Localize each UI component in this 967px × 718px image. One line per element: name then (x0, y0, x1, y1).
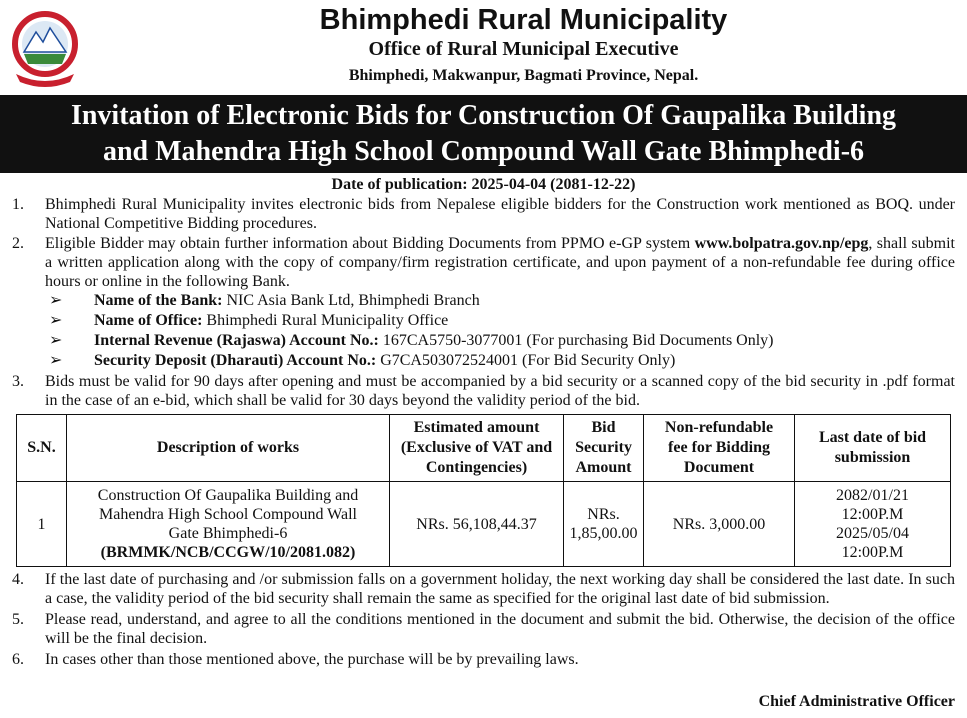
notice-points-bottom (12, 570, 955, 669)
table-row (17, 482, 951, 567)
cell-fee: NRs. 3,000.00 (644, 482, 795, 567)
cell-last-date: 2082/01/21 12:00P.M 2025/05/04 12:00P.M (795, 482, 951, 567)
table-header-row (17, 415, 951, 482)
point-2: 2. Eligible Bidder may obtain further information about Bidding Documents from PPMO e-GP system www.bolpatra.gov.np/epg, shall submit a written application along with the copy of company/firm registration certificate, and upon payment of a non-refundable fee during office hours or online in the following Bank. (12, 235, 955, 290)
office-address: Bhimphedi, Makwanpur, Bagmati Province, Nepal. (348, 67, 699, 84)
bid-details-table (16, 414, 951, 567)
cell-sn: 1 (17, 482, 67, 567)
col-fee: Non-refundable fee for Bidding Document (644, 415, 795, 482)
point-5: 5. Please read, understand, and agree to all the conditions mentioned in the document and submit the bid. Otherwise, the decision of the office will be the final decision. (12, 611, 955, 647)
cell-description: Construction Of Gaupalika Building and Mahendra High School Compound Wall Gate Bhimphedi-6 (BRMMK/NCB/CCGW/10/2081.082) (67, 482, 390, 567)
title-line-2: and Mahendra High School Compound Wall Gate Bhimphedi-6 (102, 136, 865, 167)
bolpatra-link[interactable]: www.bolpatra.gov.np/epg (694, 235, 869, 252)
arrow-bullet-icon: ➢ (49, 352, 63, 369)
col-sn: S.N. (17, 415, 67, 482)
bank-detail-item: ➢ Name of Office: Bhimphedi Rural Municipality Office (12, 311, 955, 331)
col-estimate: Estimated amount (Exclusive of VAT and Contingencies) (390, 415, 564, 482)
col-description: Description of works (67, 415, 390, 482)
col-last-date: Last date of bid submission (795, 415, 951, 482)
cell-estimate: NRs. 56,108,44.37 (390, 482, 564, 567)
notice-points-top (12, 195, 955, 410)
bank-detail-item: ➢ Security Deposit (Dharauti) Account No.: G7CA503072524001 (For Bid Security Only) (12, 351, 955, 371)
cell-bid-security: NRs. 1,85,00.00 (564, 482, 644, 567)
signature-title: Chief Administrative Officer (758, 693, 955, 710)
point-3: 3. Bids must be valid for 90 days after opening and must be accompanied by a bid security or a scanned copy of the bid security in .pdf format in the case of an e-bid, which shall be valid for 30 days beyond the validity period of the bid. (12, 373, 955, 409)
arrow-bullet-icon: ➢ (49, 312, 63, 329)
office-name: Office of Rural Municipal Executive (368, 38, 679, 60)
col-bid-security: Bid Security Amount (564, 415, 644, 482)
point-6: 6. In cases other than those mentioned above, the purchase will be by prevailing laws. (12, 651, 579, 668)
arrow-bullet-icon: ➢ (49, 332, 63, 349)
government-emblem-icon (10, 8, 80, 88)
bid-code: (BRMMK/NCB/CCGW/10/2081.082) (100, 544, 356, 561)
letterhead (80, 4, 967, 88)
bank-detail-item: ➢ Internal Revenue (Rajaswa) Account No.: 167CA5750-3077001 (For purchasing Bid Documents Only) (12, 331, 955, 351)
point-1: 1. Bhimphedi Rural Municipality invites electronic bids from Nepalese eligible bidders for the Construction work mentioned as BOQ. under National Competitive Bidding procedures. (12, 196, 955, 232)
notice-title-banner (0, 95, 967, 173)
point-4: 4. If the last date of purchasing and /or submission falls on a government holiday, the next working day shall be considered the last date. In such a case, the validity period of the bid security shall remain the same as specified for the original last date of bid submission. (12, 571, 955, 607)
municipality-name: Bhimphedi Rural Municipality (319, 4, 728, 36)
arrow-bullet-icon: ➢ (49, 292, 63, 309)
bank-detail-item: ➢ Name of the Bank: NIC Asia Bank Ltd, Bhimphedi Branch (12, 291, 955, 311)
publication-date: Date of publication: 2025-04-04 (2081-12-22) (331, 176, 636, 193)
bank-details-list (12, 291, 955, 371)
title-line-1: Invitation of Electronic Bids for Construction Of Gaupalika Building (70, 100, 897, 131)
